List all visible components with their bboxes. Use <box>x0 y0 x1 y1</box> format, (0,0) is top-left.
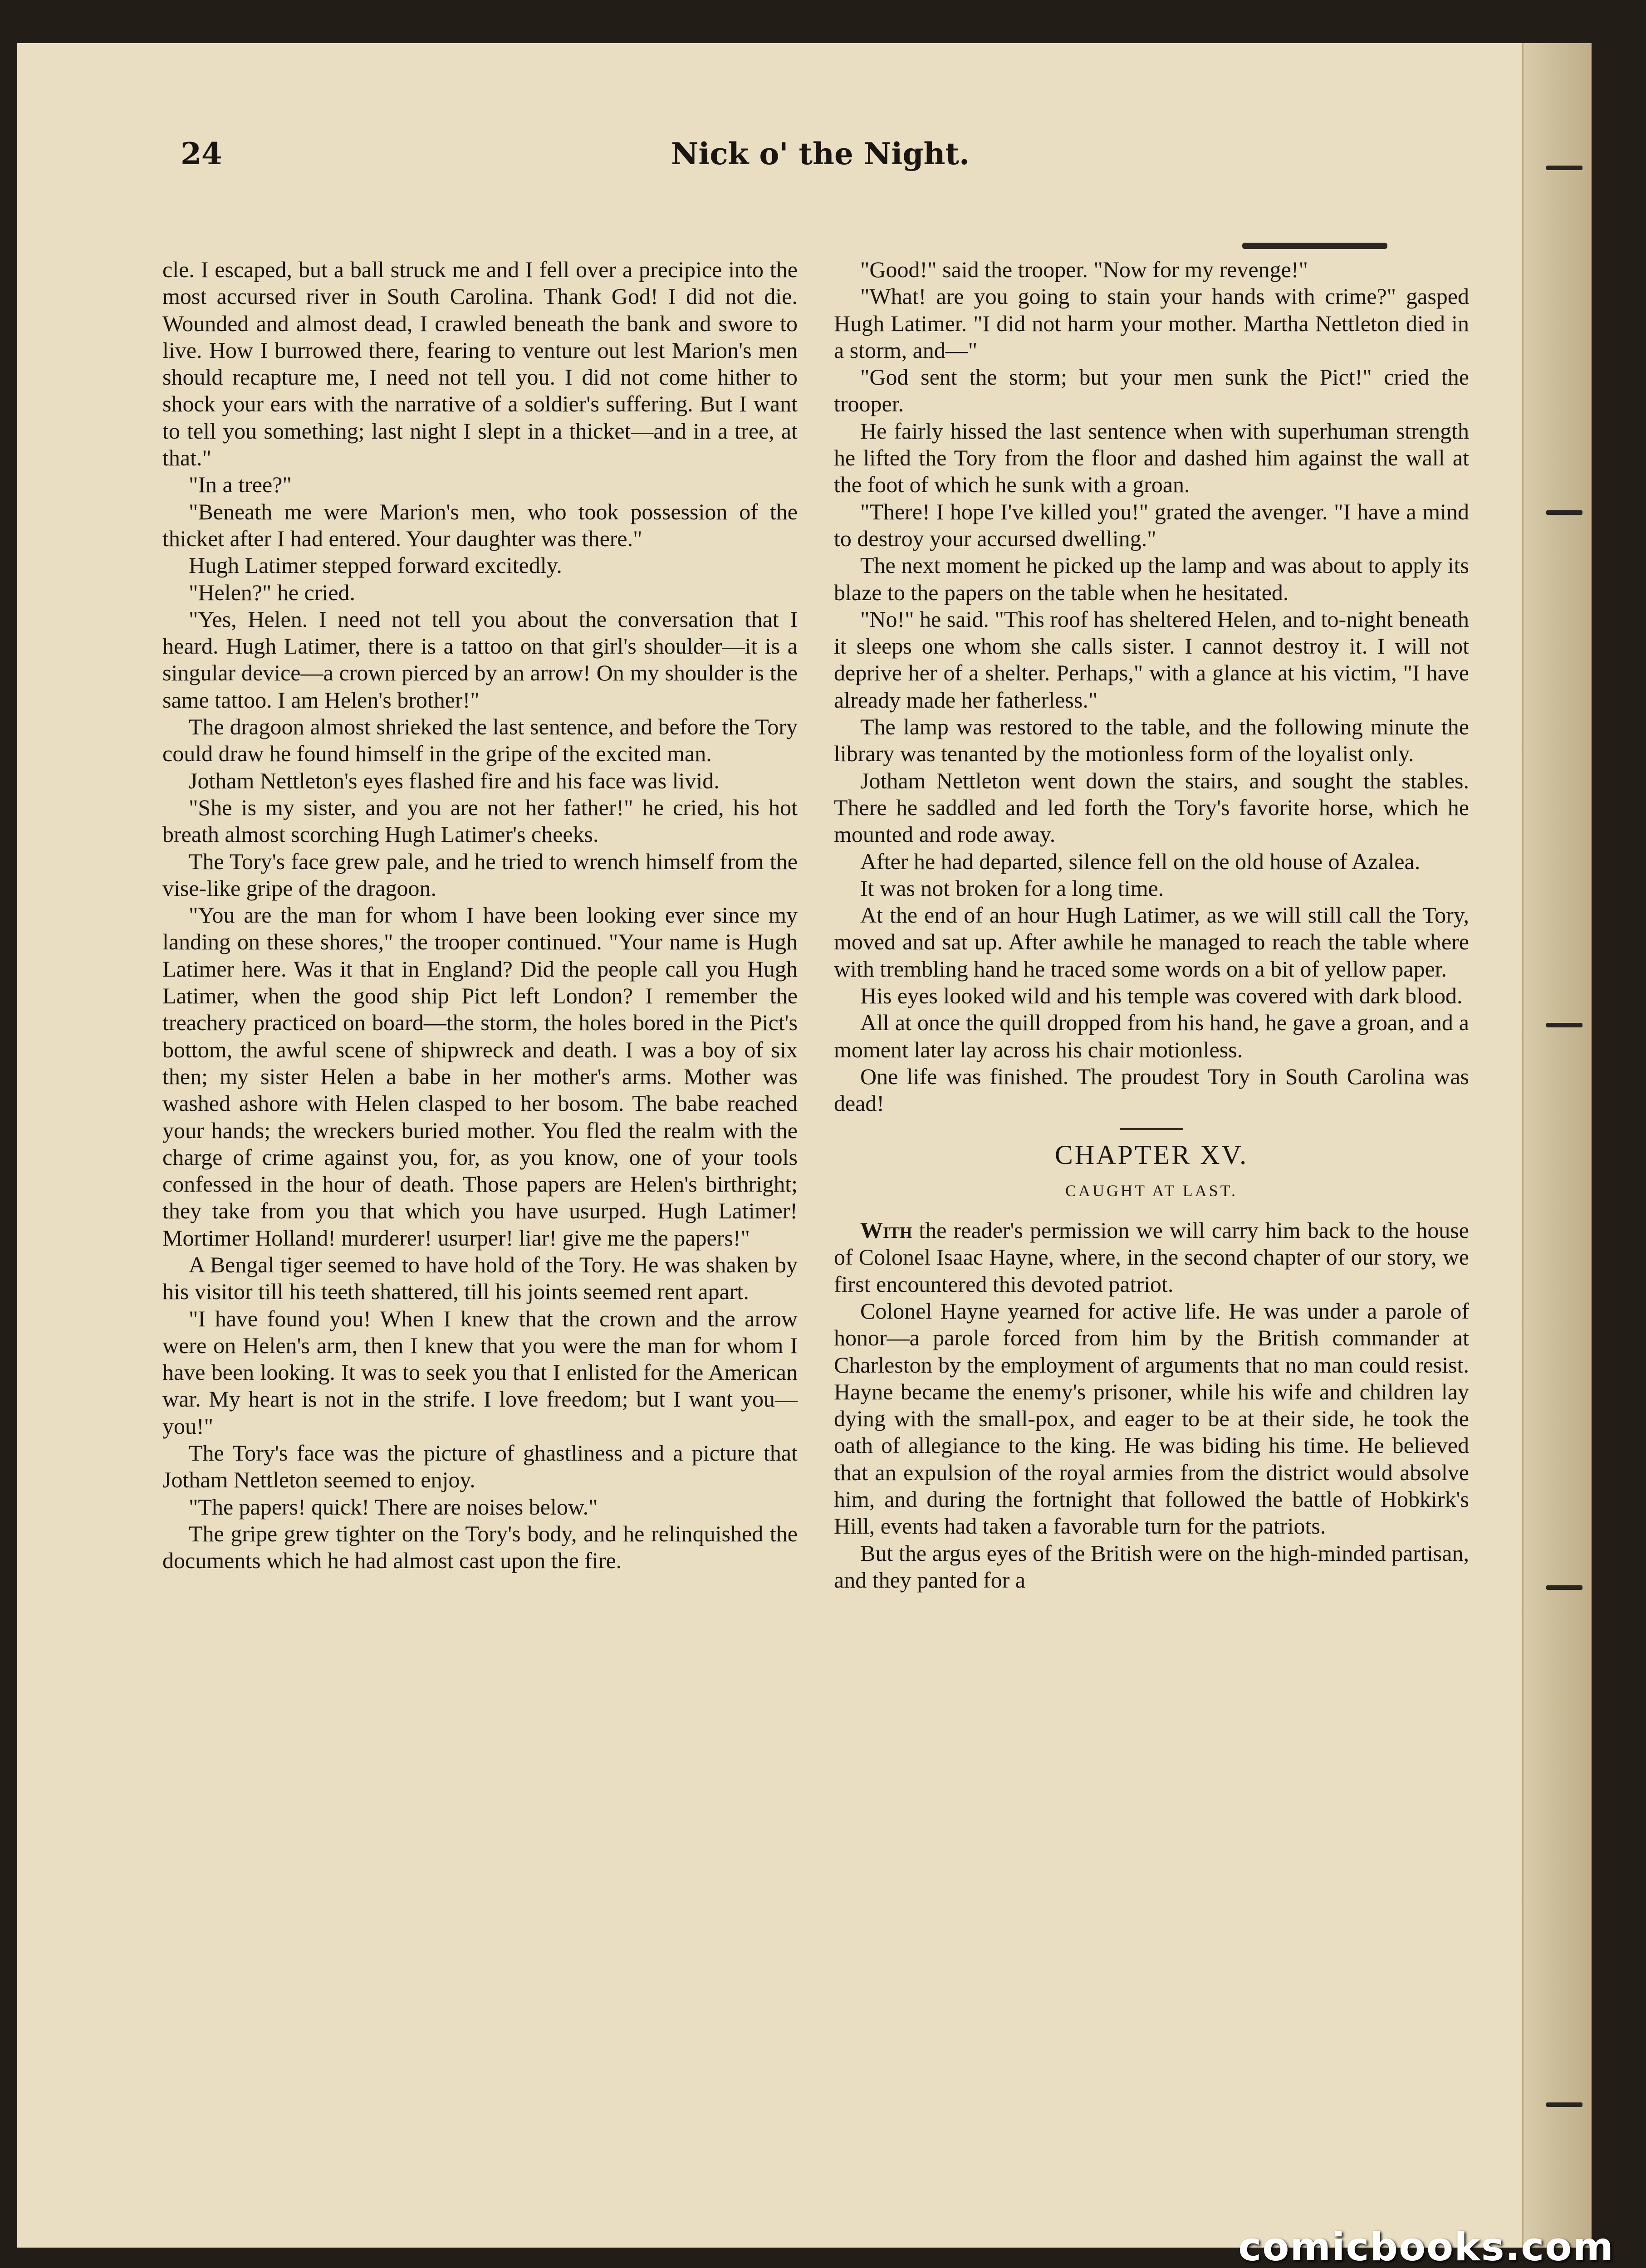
left-column <box>162 256 798 1574</box>
paragraph: But the argus eyes of the British were on the high-minded partisan, and they panted for a <box>834 1540 1469 1593</box>
paragraph: Hugh Latimer stepped forward excitedly. <box>189 552 562 578</box>
right-column <box>834 256 1469 1593</box>
opening-text: the reader's permission we will carry him back to the house of Colonel Isaac Hayne, where, in the second chapter of our story, we first encountered this devoted patriot. <box>834 1217 1469 1297</box>
paragraph: "Yes, Helen. I need not tell you about the conversation that I heard. Hugh Latimer, there is a tattoo on that girl's shoulder—it is a singular device—a crown pierced by an arrow! On my shoulder is the same tattoo. I am Helen's brother!" <box>162 606 798 713</box>
paragraph: The Tory's face was the picture of ghastliness and a picture that Jotham Nettleton seemed to enjoy. <box>162 1440 798 1493</box>
paragraph: "No!" he said. "This roof has sheltered Helen, and to-night beneath it sleeps one whom she calls sister. I cannot destroy it. I will not deprive her of a shelter. Perhaps," with a glance at his victim, "I have already made her fatherless." <box>834 606 1469 713</box>
section-divider <box>1120 1128 1183 1130</box>
paragraph: His eyes looked wild and his temple was covered with dark blood. <box>860 983 1463 1009</box>
ink-mark <box>1242 243 1387 249</box>
paragraph: "Good!" said the trooper. "Now for my revenge!" <box>860 257 1308 282</box>
binding-clip-icon <box>1546 166 1582 170</box>
binding-clip-icon <box>1546 1585 1582 1590</box>
paragraph: "In a tree?" <box>189 472 292 498</box>
chapter-opening-paragraph <box>834 1217 1469 1298</box>
site-watermark: comicbooks.com <box>1238 2224 1614 2268</box>
paragraph: He fairly hissed the last sentence when with superhuman strength he lifted the Tory from the floor and dashed him against the wall at the foot of which he sunk with a groan. <box>834 418 1469 498</box>
chapter-subtitle: CAUGHT AT LAST. <box>1065 1181 1238 1200</box>
paragraph: "Helen?" he cried. <box>189 579 356 605</box>
binding-clip-icon <box>1546 2102 1582 2107</box>
paragraph: "There! I hope I've killed you!" grated the avenger. "I have a mind to destroy your accursed dwelling." <box>834 499 1469 551</box>
binding-clip-icon <box>1546 1023 1582 1027</box>
paragraph: After he had departed, silence fell on the old house of Azalea. <box>860 848 1421 874</box>
page-spine-edge <box>1522 43 1592 2248</box>
paragraph: It was not broken for a long time. <box>860 875 1164 901</box>
paragraph: "What! are you going to stain your hands with crime?" gasped Hugh Latimer. "I did not harm your mother. Martha Nettleton died in a storm, and—" <box>834 284 1469 363</box>
paragraph: Jotham Nettleton's eyes flashed fire and his face was livid. <box>189 767 720 793</box>
book-page <box>17 43 1592 2248</box>
paragraph: At the end of an hour Hugh Latimer, as we will still call the Tory, moved and sat up. After awhile he managed to reach the table where with trembling hand he traced some words on a bit of yellow paper. <box>834 902 1469 982</box>
paragraph: The lamp was restored to the table, and the following minute the library was tenanted by the motionless form of the loyalist only. <box>834 714 1469 767</box>
drop-word: With <box>860 1217 912 1243</box>
running-header <box>162 136 1478 186</box>
paragraph: "I have found you! When I knew that the crown and the arrow were on Helen's arm, then I knew that you were the man for whom I have been looking. It was to seek you that I enlisted for the American war. My heart is not in the strife. I love freedom; but I want you—you!" <box>162 1305 798 1439</box>
paragraph: "The papers! quick! There are noises below." <box>189 1494 598 1520</box>
page-number: 24 <box>181 136 222 171</box>
paragraph: The dragoon almost shrieked the last sentence, and before the Tory could draw he found himself in the gripe of the excited man. <box>162 714 798 767</box>
paragraph: "You are the man for whom I have been looking ever since my landing on these shores," the trooper continued. "Your name is Hugh Latimer here. Was it that in England? Did the people call you Hugh Latimer, when the good ship Pict left London? I remember the treachery practiced on board—the storm, the holes bored in the Pict's bottom, the awful scene of shipwreck and death. I was a boy of six then; my sister Helen a babe in her mother's arms. Mother was washed ashore with Helen clasped to her bosom. The babe reached your hands; the wreckers buried mother. You fled the realm with the charge of crime against you, for, as you know, one of your tools confessed in the hour of death. Those papers are Helen's birthright; they take from you that which you have usurped. Hugh Latimer! Mortimer Holland! murderer! usurper! liar! give me the papers!" <box>162 902 798 1251</box>
paragraph: "Beneath me were Marion's men, who took possession of the thicket after I had entered. Your daughter was there." <box>162 499 798 551</box>
paragraph: The Tory's face grew pale, and he tried to wrench himself from the vise-like gripe of the dragoon. <box>162 848 798 901</box>
paragraph: One life was finished. The proudest Tory in South Carolina was dead! <box>834 1063 1469 1116</box>
chapter-title: CHAPTER XV. <box>1054 1139 1249 1170</box>
paragraph: A Bengal tiger seemed to have hold of the Tory. He was shaken by his visitor till his teeth shattered, till his joints seemed rent apart. <box>162 1251 798 1305</box>
paragraph: cle. I escaped, but a ball struck me and I fell over a precipice into the most accursed river in South Carolina. Thank God! I did not die. Wounded and almost dead, I crawled beneath the bank and swore to live. How I burrowed there, fearing to venture out lest Marion's men should recapture me, I need not tell you. I did not come hither to shock your ears with the narrative of a soldier's suffering. But I want to tell you something; last night I slept in a thicket—and in a tree, at that." <box>162 257 798 471</box>
paragraph: Jotham Nettleton went down the stairs, and sought the stables. There he saddled and led forth the Tory's favorite horse, which he mounted and rode away. <box>834 767 1469 847</box>
paragraph: All at once the quill dropped from his hand, he gave a groan, and a moment later lay across his chair motionless. <box>834 1010 1469 1062</box>
paragraph: "God sent the storm; but your men sunk the Pict!" cried the trooper. <box>834 364 1469 417</box>
paragraph: Colonel Hayne yearned for active life. He was under a parole of honor—a parole forced from him by the British commander at Charleston by the employment of arguments that no man could resist. Hayne became the enemy's prisoner, while his wife and children lay dying with the small-pox, and eager to be at their side, he took the oath of allegiance to the king. He was biding his time. He believed that an expulsion of the royal armies from the district would absolve him, and during the fortnight that followed the battle of Hobkirk's Hill, events had taken a favorable turn for the patriots. <box>834 1298 1469 1539</box>
binding-clip-icon <box>1546 510 1582 515</box>
paragraph: The next moment he picked up the lamp and was about to apply its blaze to the papers on the table when he hesitated. <box>834 552 1469 605</box>
paragraph: The gripe grew tighter on the Tory's body, and he relinquished the documents which he had almost cast upon the fire. <box>162 1520 798 1574</box>
paragraph: "She is my sister, and you are not her father!" he cried, his hot breath almost scorching Hugh Latimer's cheeks. <box>162 794 798 847</box>
page-title: Nick o' the Night. <box>671 136 970 171</box>
